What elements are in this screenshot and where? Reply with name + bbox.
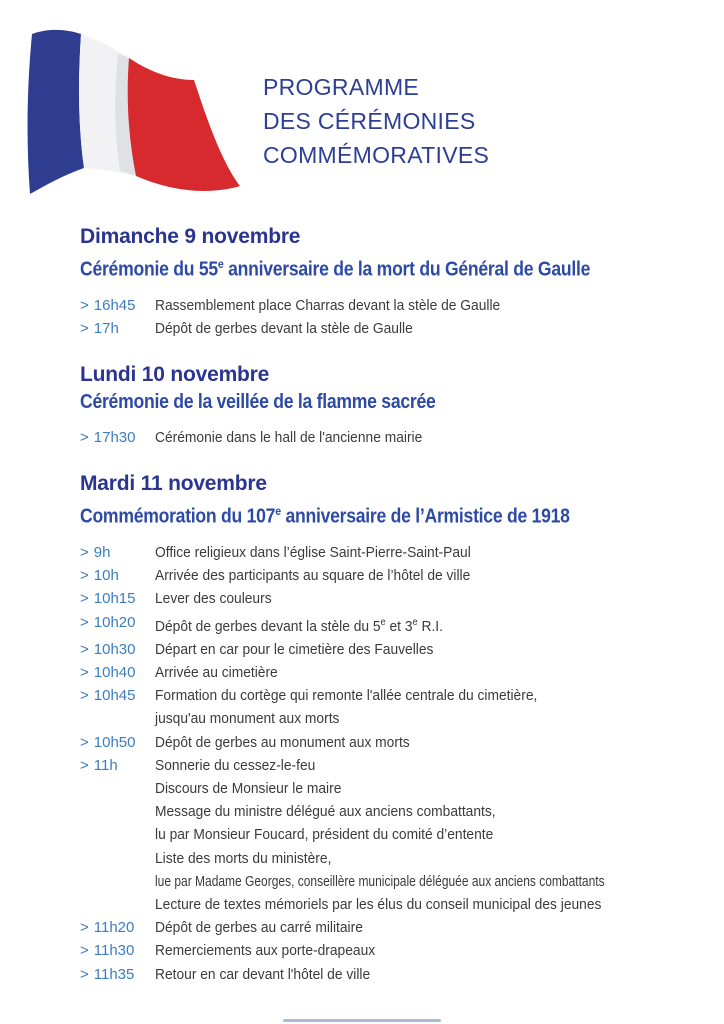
schedule-row [80, 426, 680, 449]
rows-list [80, 426, 680, 449]
row-time-cell [80, 939, 155, 962]
schedule-row [80, 963, 680, 986]
superscript: e [275, 504, 281, 519]
section-title-part: Cérémonie de la veillée de la flamme sacrée [80, 391, 436, 414]
chevron-marker: > [80, 663, 89, 681]
row-time-cell [80, 754, 155, 777]
section-day-heading: Mardi 11 novembre [80, 472, 267, 496]
row-time: 9h [93, 543, 111, 561]
row-time-cell [80, 317, 155, 340]
row-time-cell [80, 916, 155, 939]
footer-divider [283, 1019, 441, 1022]
row-time-cell [80, 777, 155, 800]
superscript: e [412, 616, 418, 628]
row-text: Cérémonie dans le hall de l'ancienne mairie [155, 429, 423, 447]
row-time: 17h30 [93, 429, 136, 447]
schedule-row [80, 939, 680, 962]
rows-list [80, 541, 680, 986]
title-line: PROGRAMME [263, 74, 420, 100]
section-day-heading: Dimanche 9 novembre [80, 225, 301, 248]
chevron-marker: > [80, 687, 89, 705]
chevron-marker: > [80, 296, 89, 314]
schedule-row [80, 317, 680, 340]
schedule-row [80, 587, 680, 610]
superscript: e [217, 257, 224, 271]
row-text: lue par Madame Georges, conseillère municipale déléguée aux anciens combattants [155, 872, 605, 890]
section-lundi [80, 362, 680, 449]
section-day-heading: Lundi 10 novembre [80, 363, 270, 387]
french-flag-logo [26, 28, 248, 198]
row-time-cell [80, 731, 155, 754]
row-time-cell [80, 847, 155, 870]
row-time: 10h50 [93, 733, 136, 751]
row-text: Dépôt de gerbes devant la stèle de Gaulle [155, 319, 413, 337]
schedule-row [80, 893, 680, 916]
row-text: jusqu'au monument aux morts [155, 710, 340, 728]
row-time: 10h20 [93, 613, 136, 631]
chevron-marker: > [80, 965, 89, 983]
row-text: Formation du cortège qui remonte l'allée centrale du cimetière, [155, 687, 538, 705]
row-text: Office religieux dans l’église Saint-Pierre-Saint-Paul [155, 543, 471, 561]
schedule-row [80, 916, 680, 939]
schedule-row [80, 777, 680, 800]
row-text: Remerciements aux porte-drapeaux [155, 942, 376, 960]
row-text: Départ en car pour le cimetière des Fauvelles [155, 640, 434, 658]
row-text: Rassemblement place Charras devant la stèle de Gaulle [155, 296, 501, 314]
schedule-row [80, 823, 680, 846]
chevron-marker: > [80, 590, 89, 608]
row-text: Sonnerie du cessez-le-feu [155, 756, 316, 774]
row-text: Discours de Monsieur le maire [155, 779, 342, 797]
section-dimanche [80, 224, 680, 340]
chevron-marker: > [80, 640, 89, 658]
row-text: Liste des morts du ministère, [155, 849, 332, 867]
row-time: 10h15 [93, 590, 136, 608]
section-title [80, 498, 608, 531]
row-time-cell [80, 611, 155, 638]
row-text-part: Dépôt de gerbes devant la stèle du 5 [155, 617, 381, 635]
chevron-marker: > [80, 919, 89, 937]
row-text-part: et 3 [385, 617, 413, 635]
chevron-marker: > [80, 942, 89, 960]
superscript: e [380, 616, 386, 628]
chevron-marker: > [80, 613, 89, 631]
row-time-cell [80, 587, 155, 610]
section-title [80, 389, 608, 416]
row-text: Message du ministre délégué aux anciens combattants, [155, 803, 496, 821]
schedule-row [80, 731, 680, 754]
schedule-row [80, 754, 680, 777]
rows-list [80, 294, 680, 340]
schedule-row [80, 638, 680, 661]
row-text: Lecture de textes mémoriels par les élus du conseil municipal des jeunes [155, 895, 602, 913]
row-text: Dépôt de gerbes au carré militaire [155, 919, 363, 937]
row-time: 10h40 [93, 663, 136, 681]
row-time: 11h35 [93, 965, 135, 983]
row-time-cell [80, 564, 155, 587]
chevron-marker: > [80, 567, 89, 585]
row-text [155, 611, 638, 638]
row-time: 10h30 [93, 640, 136, 658]
row-time: 11h20 [93, 919, 135, 937]
row-time-cell [80, 294, 155, 317]
row-text: Arrivée au cimetière [155, 663, 278, 681]
schedule-row [80, 564, 680, 587]
row-time-cell [80, 541, 155, 564]
row-time-cell [80, 661, 155, 684]
row-text: Dépôt de gerbes au monument aux morts [155, 733, 410, 751]
section-mardi [80, 471, 680, 986]
row-time: 10h [93, 567, 119, 585]
chevron-marker: > [80, 733, 89, 751]
section-title-part: Cérémonie du 55 [80, 258, 218, 281]
schedule-row [80, 611, 680, 638]
section-title-part: Commémoration du 107 [80, 505, 276, 528]
row-time-cell [80, 823, 155, 846]
row-time-cell [80, 638, 155, 661]
schedule-row [80, 541, 680, 564]
row-time: 10h45 [93, 687, 136, 705]
title-line: DES CÉRÉMONIES [263, 108, 476, 134]
section-title-part: anniversaire de la mort du Général de Gaulle [223, 258, 591, 281]
row-text: Retour en car devant l'hôtel de ville [155, 965, 371, 983]
row-time: 17h [93, 319, 119, 337]
row-time-cell [80, 800, 155, 823]
row-time-cell [80, 426, 155, 449]
chevron-marker: > [80, 756, 89, 774]
row-time: 16h45 [93, 296, 136, 314]
chevron-marker: > [80, 543, 89, 561]
schedule-row [80, 661, 680, 684]
schedule-row [80, 707, 680, 730]
section-title [80, 251, 608, 284]
row-time-cell [80, 870, 155, 893]
schedule-row [80, 684, 680, 707]
row-text-part: R.I. [417, 617, 443, 635]
chevron-marker: > [80, 429, 89, 447]
row-time-cell [80, 707, 155, 730]
row-time: 11h [93, 756, 118, 774]
row-text: Arrivée des participants au square de l’hôtel de ville [155, 567, 471, 585]
row-time-cell [80, 963, 155, 986]
schedule-row [80, 800, 680, 823]
row-text: lu par Monsieur Foucard, président du comité d’entente [155, 826, 494, 844]
schedule-row [80, 294, 680, 317]
schedule-row [80, 847, 680, 870]
schedule-row [80, 870, 680, 893]
program-title [263, 70, 489, 172]
schedule-content [80, 224, 680, 986]
title-line: COMMÉMORATIVES [263, 142, 490, 168]
row-text: Lever des couleurs [155, 590, 272, 608]
chevron-marker: > [80, 319, 89, 337]
section-title-part: anniversaire de l’Armistice de 1918 [280, 505, 570, 528]
row-time: 11h30 [93, 942, 135, 960]
row-time-cell [80, 893, 155, 916]
row-time-cell [80, 684, 155, 707]
